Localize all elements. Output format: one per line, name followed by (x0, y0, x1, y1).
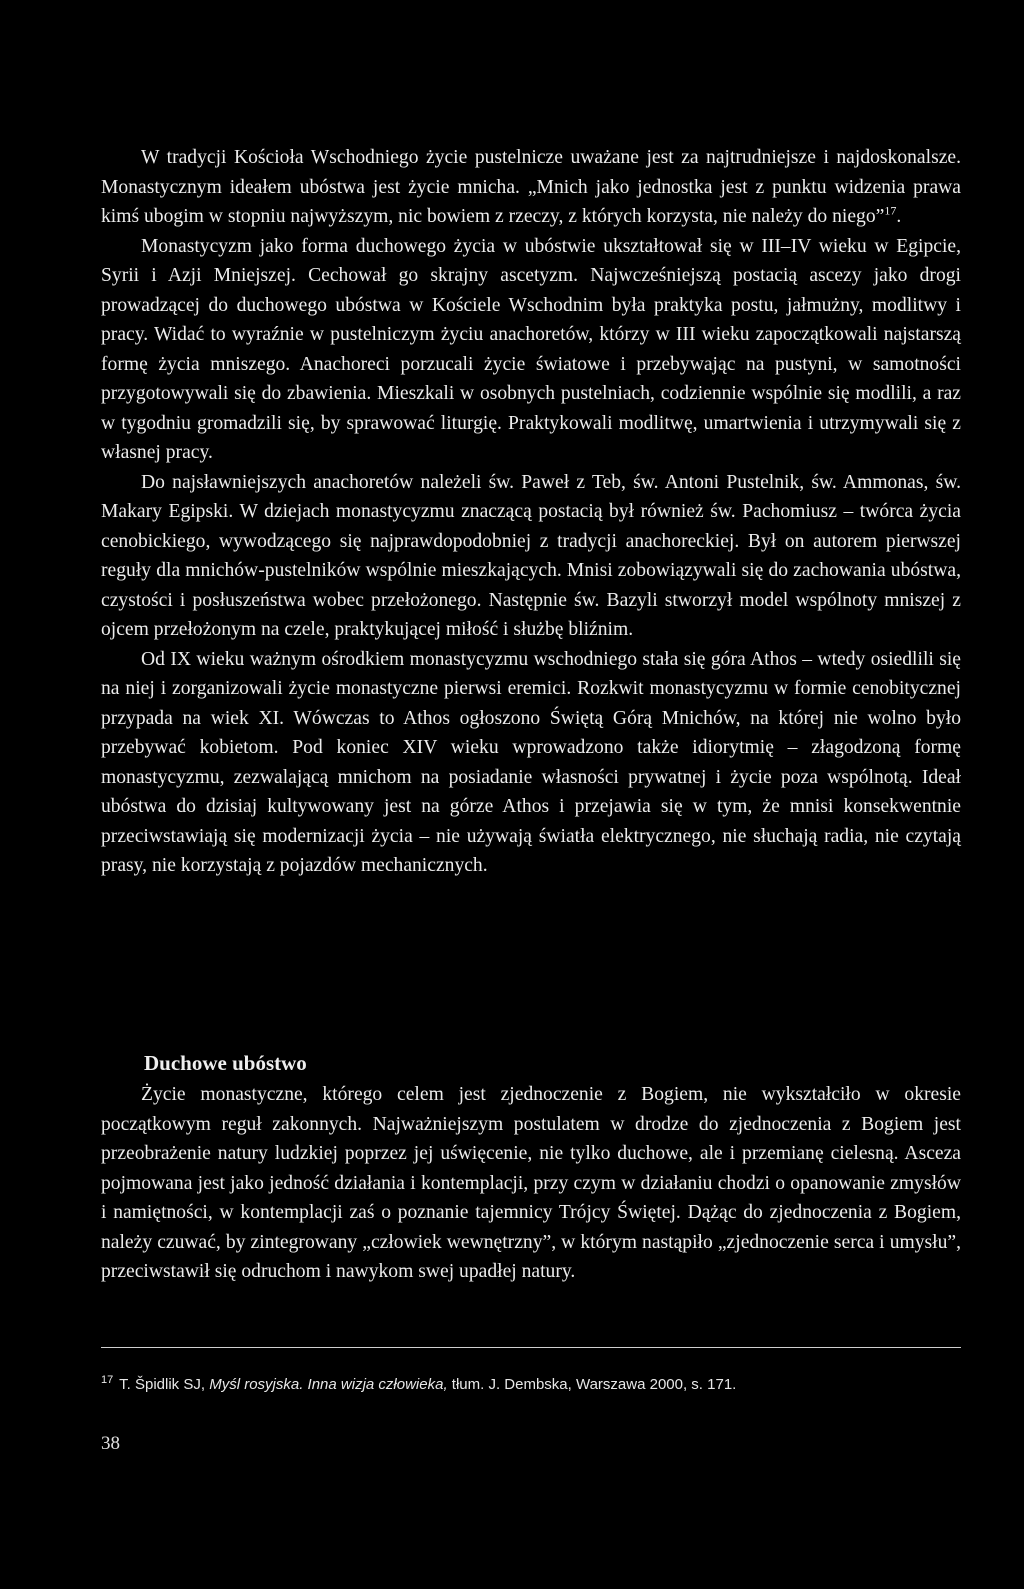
footnote-details: tłum. J. Dembska, Warszawa 2000, s. 171. (451, 1376, 737, 1393)
footnote-reference[interactable]: 17 (884, 203, 897, 218)
paragraph-3: Do najsławniejszych anachoretów należeli św. Paweł z Teb, św. Antoni Pustelnik, św. Ammonas, św. Makary Egipski. W dziejach monastycyzmu znaczącą postacią był również św. Pachomiusz – twórca życia cenobickiego, wywodzącego się najprawdopodobniej z tradycji anachoreckiej. Był on autorem pierwszej reguły dla mnichów-pustelników wspólnie mieszkających. Mnisi zobowiązywali się do zachowania ubóstwa, czystości i posłuszeństwa wobec przełożonego. Następnie św. Bazyli stworzył model wspólnoty mniszej z ojcem przełożonym na czele, praktykującej miłość i służbę bliźnim. (101, 471, 961, 640)
section-heading: Duchowe ubóstwo (144, 1051, 307, 1075)
footnote-author: T. Špidlik SJ, (119, 1376, 206, 1393)
paragraph-1-text: W tradycji Kościoła Wschodniego życie pustelnicze uważane jest za najtrudniejsze i najdoskonalsze. Monastycznym ideałem ubóstwa jest życie mnicha. „Mnich jako jednostka jest z punktu widzenia prawa kimś ubogim w stopniu najwyższym, nic bowiem z rzeczy, z których korzysta, nie należy do niego” (101, 147, 961, 227)
paragraph-1-end: . (896, 206, 902, 227)
body-text-section-2 (101, 1080, 961, 1287)
footnote-divider (101, 1347, 961, 1348)
paragraph-5: Życie monastyczne, którego celem jest zjednoczenie z Bogiem, nie wykształciło w okresie początkowym reguł zakonnych. Najważniejszym postulatem w drodze do zjednoczenia z Bogiem jest przeobrażenie natury ludzkiej poprzez jej uświęcenie, nie tylko duchowe, ale i przemianę cielesną. Asceza pojmowana jest jako jedność działania i kontemplacji, przy czym w działaniu chodzi o opanowanie zmysłów i namiętności, w kontemplacji zaś o poznanie tajemnicy Trójcy Świętej. Dążąc do zjednoczenia z Bogiem, należy czuwać, by zintegrowany „człowiek wewnętrzny”, w którym nastąpiło „zjednoczenie serca i umysłu”, przeciwstawił się odruchom i nawykom swej upadłej natury. (101, 1084, 961, 1282)
paragraph-1 (101, 143, 961, 232)
paragraph-2: Monastycyzm jako forma duchowego życia w ubóstwie ukształtował się w III–IV wieku w Egipcie, Syrii i Azji Mniejszej. Cechował go skrajny ascetyzm. Najwcześniejszą postacią ascezy jako drogi prowadzącej do duchowego ubóstwa w Kościele Wschodnim była praktyka postu, jałmużny, modlitwy i pracy. Widać to wyraźnie w pustelniczym życiu anachoretów, którzy w III wieku zapoczątkowali najstarszą formę życia mniszego. Anachoreci porzucali życie światowe i przebywając na pustyni, w samotności przygotowywali się do zbawienia. Mieszkali w osobnych pustelniach, codziennie wspólnie się modlili, a raz w tygodniu gromadzili się, by sprawować liturgię. Praktykowali modlitwę, umartwienia i utrzymywali się z własnej pracy. (101, 235, 961, 463)
footnote-title: Myśl rosyjska. Inna wizja człowieka, (209, 1376, 448, 1393)
page-number: 38 (101, 1433, 120, 1454)
body-text-section-1 (101, 143, 961, 881)
footnote (101, 1375, 961, 1395)
footnote-number: 17 (101, 1374, 114, 1386)
paragraph-4: Od IX wieku ważnym ośrodkiem monastycyzmu wschodniego stała się góra Athos – wtedy osiedlili się na niej i zorganizowali życie monastyczne pierwsi eremici. Rozkwit monastycyzmu w formie cenobitycznej przypada na wiek XI. Wówczas to Athos ogłoszono Świętą Górą Mnichów, na której nie wolno było przebywać kobietom. Pod koniec XIV wieku wprowadzono także idiorytmię – złagodzoną formę monastycyzmu, zezwalającą mnichom na posiadanie własności prywatnej i życie poza wspólnotą. Ideał ubóstwa do dzisiaj kultywowany jest na górze Athos i przejawia się w tym, że mnisi konsekwentnie przeciwstawiają się modernizacji życia – nie używają światła elektrycznego, nie słuchają radia, nie czytają prasy, nie korzystają z pojazdów mechanicznych. (101, 648, 961, 876)
